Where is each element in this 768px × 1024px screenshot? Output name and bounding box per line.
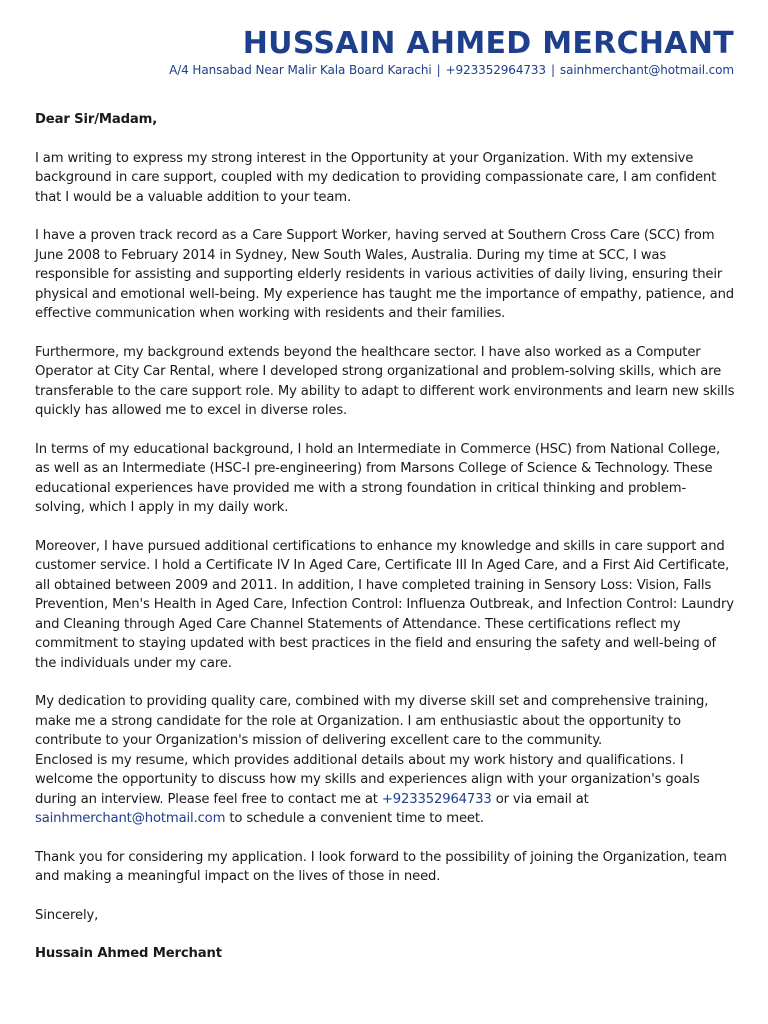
address-text: A/4 Hansabad Near Malir Kala Board Karachi	[169, 63, 432, 77]
paragraph-intro: I am writing to express my strong interest in the Opportunity at your Organization. With my extensive background in care support, coupled with my dedication to providing compassionate care, I am confident that I would be a valuable addition to your team.	[35, 150, 717, 205]
paragraph-dedication: My dedication to providing quality care, combined with my diverse skill set and comprehensive training, make me a strong candidate for the role at Organization. I am enthusiastic about the opportunity to contribute to your Organization's mission of delivering excellent care to the community.	[35, 694, 709, 748]
applicant-name: HUSSAIN AHMED MERCHANT	[242, 26, 734, 61]
salutation: Dear Sir/Madam,	[35, 112, 158, 127]
phone-link[interactable]: +923352964733	[381, 791, 492, 807]
paragraph-contact	[35, 751, 735, 829]
phone-text: +923352964733	[445, 63, 546, 77]
contact-text-start: Enclosed is my resume, which provides additional details about my work history and qualifications. I welcome the opportunity to discuss how my skills and experiences align with your organization's goals during an interview. Please feel free to contact me at	[35, 752, 700, 807]
letter-header	[169, 26, 734, 77]
signature: Hussain Ahmed Merchant	[35, 946, 222, 961]
paragraph-education: In terms of my educational background, I hold an Intermediate in Commerce (HSC) from National College, as well as an Intermediate (HSC-I pre-engineering) from Marsons College of Science & Technology. These educational experiences have provided me with a strong foundation in critical thinking and problem-solving, which I apply in my daily work.	[35, 441, 721, 515]
email-link[interactable]: sainhmerchant@hotmail.com	[35, 811, 226, 826]
contact-separator: |	[550, 63, 555, 77]
email-text: sainhmerchant@hotmail.com	[559, 63, 734, 77]
paragraph-certifications: Moreover, I have pursued additional certifications to enhance my knowledge and skills in care support and customer service. I hold a Certificate IV In Aged Care, Certificate III In Aged Care, and a First Aid Certificate, all obtained between 2009 and 2011. In addition, I have completed training in Sensory Loss: Vision, Falls Prevention, Men's Health in Aged Care, Infection Control: Influenza Outbreak, and Infection Control: Laundry and Cleaning through Aged Care Channel Statements of Attendance. These certifications reflect my commitment to staying updated with best practices in the field and ensuring the safety and well-being of the individuals under my care.	[35, 538, 734, 671]
paragraph-thanks: Thank you for considering my application. I look forward to the possibility of joining the Organization, team and making a meaningful impact on the lives of those in need.	[35, 849, 727, 884]
contact-text-mid: or via email at	[491, 791, 589, 807]
contact-separator: |	[436, 63, 441, 77]
paragraph-experience: I have a proven track record as a Care Support Worker, having served at Southern Cross Care (SCC) from June 2008 to February 2014 in Sydney, New South Wales, Australia. During my time at SCC, I was responsible for assisting and supporting elderly residents in various activities of daily living, ensuring their physical and emotional well-being. My experience has taught me the importance of empathy, patience, and effective communication when working with residents and their families.	[35, 228, 735, 321]
letter-body	[35, 110, 735, 964]
closing: Sincerely,	[35, 907, 99, 923]
paragraph-background: Furthermore, my background extends beyond the healthcare sector. I have also worked as a Computer Operator at City Car Rental, where I developed strong organizational and problem-solving skills, which are transferable to the care support role. My ability to adapt to different work environments and learn new skills quickly has allowed me to excel in diverse roles.	[35, 344, 735, 418]
contact-text-end: to schedule a convenient time to meet.	[225, 811, 484, 826]
contact-line	[169, 63, 734, 77]
